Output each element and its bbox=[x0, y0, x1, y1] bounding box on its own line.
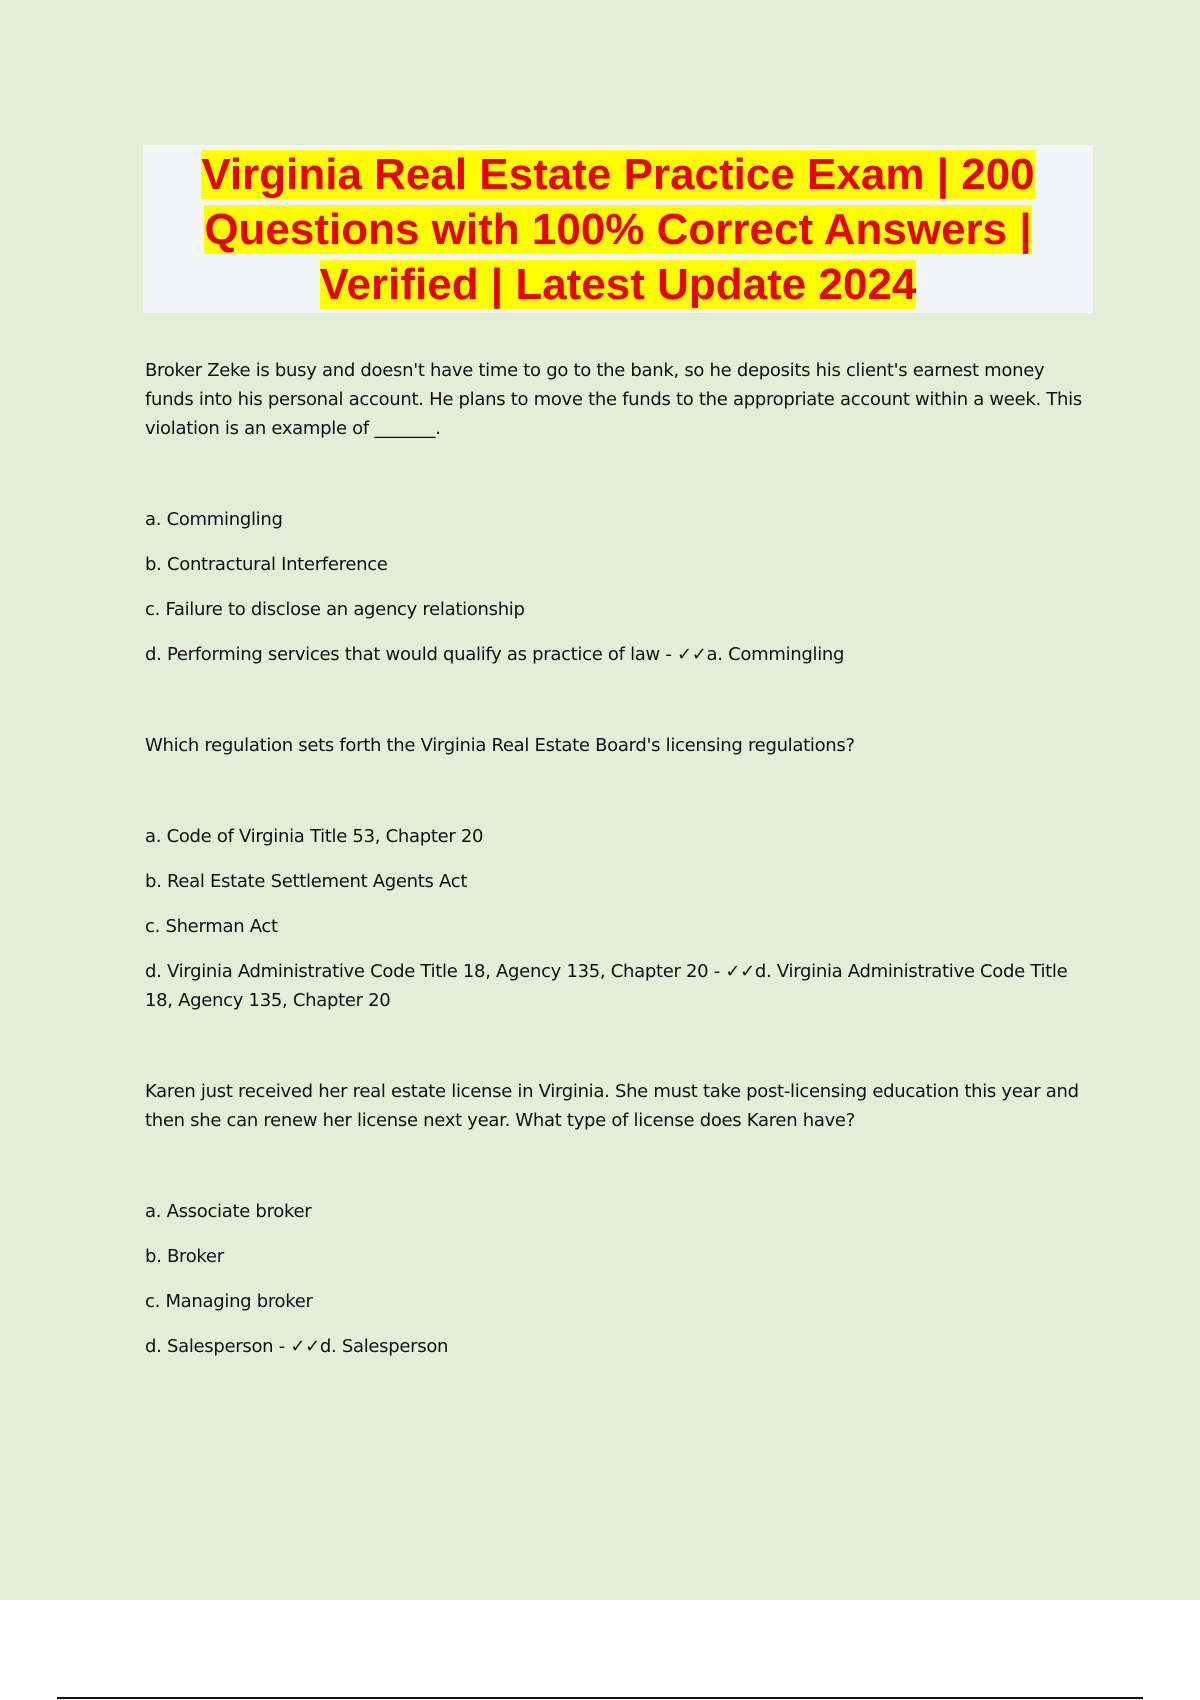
answer-option: a. Commingling bbox=[145, 509, 283, 530]
answer-option: a. Code of Virginia Title 53, Chapter 20 bbox=[145, 826, 484, 847]
question-text: Karen just received her real estate license in Virginia. She must take post-licensing education this year and then she can renew her license next year. What type of license does Karen have? bbox=[145, 1081, 1079, 1131]
question-block bbox=[145, 1077, 1085, 1361]
answer-option: b. Real Estate Settlement Agents Act bbox=[145, 871, 468, 892]
answer-option-with-correct-answer: d. Salesperson - ✓✓d. Salesperson bbox=[145, 1336, 449, 1357]
answer-option: b. Broker bbox=[145, 1246, 224, 1267]
answer-option-with-correct-answer: d. Performing services that would qualify as practice of law - ✓✓a. Commingling bbox=[145, 644, 845, 665]
question-block bbox=[145, 356, 1085, 669]
answer-option: b. Contractural Interference bbox=[145, 554, 388, 575]
document-title bbox=[143, 145, 1093, 312]
title-line-3: Verified | Latest Update 2024 bbox=[319, 260, 917, 309]
title-line-2: Questions with 100% Correct Answers | bbox=[204, 205, 1032, 254]
title-line-1: Virginia Real Estate Practice Exam | 200 bbox=[201, 150, 1035, 199]
answer-option: c. Failure to disclose an agency relationship bbox=[145, 599, 525, 620]
answer-option: a. Associate broker bbox=[145, 1201, 312, 1222]
question-text: Broker Zeke is busy and doesn't have time to go to the bank, so he deposits his client's earnest money funds into his personal account. He plans to move the funds to the appropriate account within a week. This violation is an example of _______. bbox=[145, 360, 1082, 439]
answer-option: c. Sherman Act bbox=[145, 916, 278, 937]
page-divider bbox=[57, 1697, 1143, 1699]
questions-list bbox=[145, 356, 1085, 1361]
answer-option-with-correct-answer: d. Virginia Administrative Code Title 18, Agency 135, Chapter 20 - ✓✓d. Virginia Administrative Code Title 18, Agency 135, Chapter 20 bbox=[145, 961, 1068, 1011]
title-box bbox=[143, 145, 1093, 313]
question-text: Which regulation sets forth the Virginia Real Estate Board's licensing regulations? bbox=[145, 735, 855, 756]
answer-option: c. Managing broker bbox=[145, 1291, 313, 1312]
question-block bbox=[145, 731, 1085, 1015]
